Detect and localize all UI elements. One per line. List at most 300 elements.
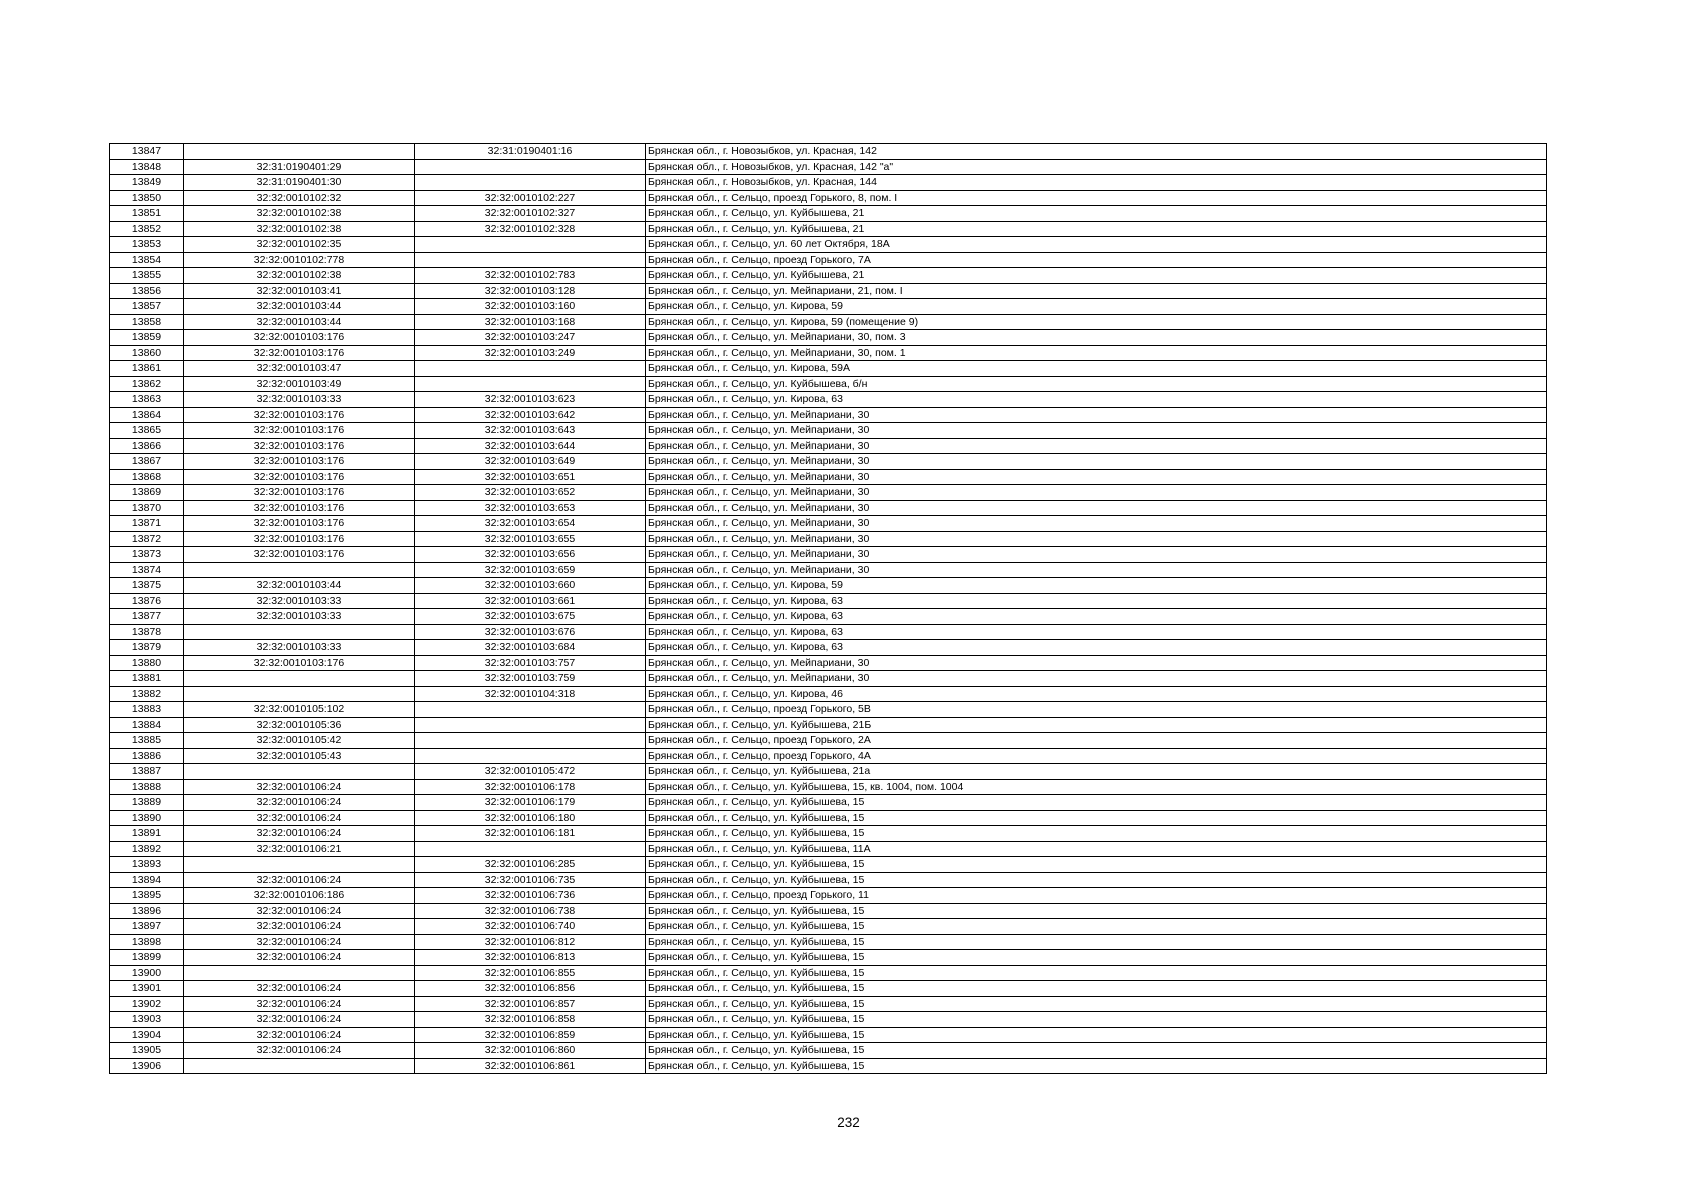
address-cell: Брянская обл., г. Сельцо, ул. Мейпариани, 30: [646, 547, 1547, 563]
row-number-cell: 13859: [110, 330, 184, 346]
table-row: [110, 810, 1547, 826]
object-cadastral-number-cell: [415, 841, 646, 857]
row-number-cell: 13870: [110, 500, 184, 516]
table-row: [110, 1058, 1547, 1074]
address-cell: Брянская обл., г. Сельцо, ул. Кирова, 63: [646, 609, 1547, 625]
row-number-cell: 13886: [110, 748, 184, 764]
address-cell: Брянская обл., г. Сельцо, ул. Мейпариани, 30: [646, 531, 1547, 547]
row-number-cell: 13888: [110, 779, 184, 795]
address-cell: Брянская обл., г. Новозыбков, ул. Красная, 142: [646, 144, 1547, 160]
object-cadastral-number-cell: 32:32:0010103:659: [415, 562, 646, 578]
table-row: [110, 562, 1547, 578]
address-cell: Брянская обл., г. Сельцо, ул. Куйбышева, 21: [646, 206, 1547, 222]
land-cadastral-number-cell: 32:32:0010103:176: [184, 531, 415, 547]
table-row: [110, 547, 1547, 563]
row-number-cell: 13897: [110, 919, 184, 935]
address-cell: Брянская обл., г. Сельцо, ул. Кирова, 59 (помещение 9): [646, 314, 1547, 330]
table-row: [110, 593, 1547, 609]
object-cadastral-number-cell: 32:32:0010103:655: [415, 531, 646, 547]
object-cadastral-number-cell: [415, 717, 646, 733]
object-cadastral-number-cell: 32:32:0010106:740: [415, 919, 646, 935]
table-row: [110, 190, 1547, 206]
address-cell: Брянская обл., г. Сельцо, ул. Куйбышева, 15: [646, 1058, 1547, 1074]
land-cadastral-number-cell: 32:32:0010106:24: [184, 872, 415, 888]
row-number-cell: 13887: [110, 764, 184, 780]
row-number-cell: 13892: [110, 841, 184, 857]
land-cadastral-number-cell: 32:32:0010105:102: [184, 702, 415, 718]
page-number: 232: [837, 1115, 860, 1130]
row-number-cell: 13855: [110, 268, 184, 284]
table-row: [110, 392, 1547, 408]
object-cadastral-number-cell: 32:32:0010102:328: [415, 221, 646, 237]
address-cell: Брянская обл., г. Сельцо, ул. Куйбышева, 15: [646, 996, 1547, 1012]
row-number-cell: 13890: [110, 810, 184, 826]
land-cadastral-number-cell: 32:32:0010103:49: [184, 376, 415, 392]
land-cadastral-number-cell: 32:32:0010103:33: [184, 609, 415, 625]
address-cell: Брянская обл., г. Сельцо, ул. Куйбышева, 15: [646, 950, 1547, 966]
land-cadastral-number-cell: 32:32:0010106:24: [184, 950, 415, 966]
land-cadastral-number-cell: 32:32:0010102:778: [184, 252, 415, 268]
object-cadastral-number-cell: 32:32:0010106:181: [415, 826, 646, 842]
table-row: [110, 159, 1547, 175]
land-cadastral-number-cell: 32:32:0010103:176: [184, 547, 415, 563]
object-cadastral-number-cell: 32:32:0010106:812: [415, 934, 646, 950]
table-row: [110, 609, 1547, 625]
address-cell: Брянская обл., г. Сельцо, ул. Куйбышева, 21Б: [646, 717, 1547, 733]
address-cell: Брянская обл., г. Сельцо, ул. Куйбышева, 15: [646, 903, 1547, 919]
table-row: [110, 640, 1547, 656]
address-cell: Брянская обл., г. Сельцо, ул. Куйбышева, 21а: [646, 764, 1547, 780]
object-cadastral-number-cell: 32:32:0010103:759: [415, 671, 646, 687]
land-cadastral-number-cell: 32:32:0010106:24: [184, 996, 415, 1012]
object-cadastral-number-cell: [415, 252, 646, 268]
land-cadastral-number-cell: 32:32:0010105:43: [184, 748, 415, 764]
table-row: [110, 996, 1547, 1012]
address-cell: Брянская обл., г. Сельцо, проезд Горького, 4А: [646, 748, 1547, 764]
address-cell: Брянская обл., г. Сельцо, ул. Кирова, 46: [646, 686, 1547, 702]
object-cadastral-number-cell: 32:32:0010103:128: [415, 283, 646, 299]
table-row: [110, 655, 1547, 671]
object-cadastral-number-cell: 32:32:0010104:318: [415, 686, 646, 702]
object-cadastral-number-cell: 32:32:0010103:684: [415, 640, 646, 656]
row-number-cell: 13858: [110, 314, 184, 330]
row-number-cell: 13864: [110, 407, 184, 423]
row-number-cell: 13880: [110, 655, 184, 671]
object-cadastral-number-cell: 32:32:0010103:249: [415, 345, 646, 361]
land-cadastral-number-cell: 32:31:0190401:30: [184, 175, 415, 191]
address-cell: Брянская обл., г. Сельцо, ул. Куйбышева, 21: [646, 221, 1547, 237]
table-row: [110, 407, 1547, 423]
row-number-cell: 13900: [110, 965, 184, 981]
row-number-cell: 13860: [110, 345, 184, 361]
row-number-cell: 13891: [110, 826, 184, 842]
row-number-cell: 13875: [110, 578, 184, 594]
row-number-cell: 13874: [110, 562, 184, 578]
object-cadastral-number-cell: [415, 361, 646, 377]
object-cadastral-number-cell: [415, 237, 646, 253]
land-cadastral-number-cell: 32:32:0010103:176: [184, 485, 415, 501]
land-cadastral-number-cell: [184, 144, 415, 160]
row-number-cell: 13863: [110, 392, 184, 408]
object-cadastral-number-cell: 32:32:0010103:676: [415, 624, 646, 640]
object-cadastral-number-cell: [415, 733, 646, 749]
row-number-cell: 13852: [110, 221, 184, 237]
land-cadastral-number-cell: 32:32:0010105:42: [184, 733, 415, 749]
row-number-cell: 13884: [110, 717, 184, 733]
object-cadastral-number-cell: 32:32:0010105:472: [415, 764, 646, 780]
row-number-cell: 13896: [110, 903, 184, 919]
object-cadastral-number-cell: 32:32:0010103:168: [415, 314, 646, 330]
address-cell: Брянская обл., г. Сельцо, ул. Мейпариани, 21, пом. I: [646, 283, 1547, 299]
table-row: [110, 779, 1547, 795]
row-number-cell: 13902: [110, 996, 184, 1012]
row-number-cell: 13901: [110, 981, 184, 997]
land-cadastral-number-cell: 32:32:0010102:38: [184, 268, 415, 284]
address-cell: Брянская обл., г. Сельцо, ул. Кирова, 63: [646, 593, 1547, 609]
object-cadastral-number-cell: [415, 748, 646, 764]
table-row: [110, 686, 1547, 702]
row-number-cell: 13871: [110, 516, 184, 532]
address-cell: Брянская обл., г. Сельцо, ул. Мейпариани, 30, пом. 1: [646, 345, 1547, 361]
land-cadastral-number-cell: 32:32:0010106:24: [184, 903, 415, 919]
row-number-cell: 13861: [110, 361, 184, 377]
table-row: [110, 423, 1547, 439]
address-cell: Брянская обл., г. Сельцо, ул. Кирова, 59: [646, 299, 1547, 315]
table-row: [110, 237, 1547, 253]
land-cadastral-number-cell: [184, 624, 415, 640]
land-cadastral-number-cell: 32:31:0190401:29: [184, 159, 415, 175]
row-number-cell: 13856: [110, 283, 184, 299]
land-cadastral-number-cell: [184, 764, 415, 780]
row-number-cell: 13882: [110, 686, 184, 702]
object-cadastral-number-cell: 32:32:0010106:179: [415, 795, 646, 811]
row-number-cell: 13885: [110, 733, 184, 749]
object-cadastral-number-cell: 32:32:0010102:227: [415, 190, 646, 206]
object-cadastral-number-cell: 32:32:0010103:247: [415, 330, 646, 346]
land-cadastral-number-cell: 32:32:0010106:21: [184, 841, 415, 857]
land-cadastral-number-cell: 32:32:0010106:24: [184, 795, 415, 811]
object-cadastral-number-cell: [415, 159, 646, 175]
address-cell: Брянская обл., г. Сельцо, ул. Кирова, 63: [646, 624, 1547, 640]
address-cell: Брянская обл., г. Сельцо, ул. Куйбышева, 15: [646, 965, 1547, 981]
land-cadastral-number-cell: 32:32:0010106:24: [184, 1012, 415, 1028]
table-row: [110, 1027, 1547, 1043]
object-cadastral-number-cell: 32:32:0010103:652: [415, 485, 646, 501]
object-cadastral-number-cell: 32:32:0010103:656: [415, 547, 646, 563]
object-cadastral-number-cell: 32:32:0010103:644: [415, 438, 646, 454]
object-cadastral-number-cell: 32:32:0010106:813: [415, 950, 646, 966]
object-cadastral-number-cell: 32:32:0010106:857: [415, 996, 646, 1012]
row-number-cell: 13866: [110, 438, 184, 454]
land-cadastral-number-cell: 32:32:0010103:176: [184, 469, 415, 485]
row-number-cell: 13872: [110, 531, 184, 547]
table-row: [110, 578, 1547, 594]
table-row: [110, 299, 1547, 315]
land-cadastral-number-cell: 32:32:0010103:176: [184, 345, 415, 361]
row-number-cell: 13898: [110, 934, 184, 950]
row-number-cell: 13849: [110, 175, 184, 191]
land-cadastral-number-cell: [184, 857, 415, 873]
row-number-cell: 13847: [110, 144, 184, 160]
land-cadastral-number-cell: 32:32:0010102:32: [184, 190, 415, 206]
object-cadastral-number-cell: [415, 175, 646, 191]
registry-table: [109, 143, 1547, 1074]
table-row: [110, 624, 1547, 640]
land-cadastral-number-cell: 32:32:0010103:33: [184, 593, 415, 609]
land-cadastral-number-cell: 32:32:0010103:44: [184, 314, 415, 330]
table-row: [110, 345, 1547, 361]
object-cadastral-number-cell: 32:32:0010102:783: [415, 268, 646, 284]
object-cadastral-number-cell: 32:32:0010106:180: [415, 810, 646, 826]
row-number-cell: 13883: [110, 702, 184, 718]
address-cell: Брянская обл., г. Новозыбков, ул. Красная, 142 "а": [646, 159, 1547, 175]
land-cadastral-number-cell: 32:32:0010105:36: [184, 717, 415, 733]
row-number-cell: 13873: [110, 547, 184, 563]
land-cadastral-number-cell: 32:32:0010103:176: [184, 438, 415, 454]
address-cell: Брянская обл., г. Сельцо, ул. Куйбышева, 15: [646, 857, 1547, 873]
object-cadastral-number-cell: [415, 376, 646, 392]
address-cell: Брянская обл., г. Сельцо, ул. Мейпариани, 30: [646, 469, 1547, 485]
land-cadastral-number-cell: 32:32:0010103:176: [184, 330, 415, 346]
object-cadastral-number-cell: 32:32:0010106:178: [415, 779, 646, 795]
row-number-cell: 13867: [110, 454, 184, 470]
address-cell: Брянская обл., г. Сельцо, ул. Куйбышева, 15: [646, 934, 1547, 950]
address-cell: Брянская обл., г. Сельцо, проезд Горького, 2А: [646, 733, 1547, 749]
table-row: [110, 717, 1547, 733]
land-cadastral-number-cell: 32:32:0010103:44: [184, 578, 415, 594]
address-cell: Брянская обл., г. Сельцо, ул. Куйбышева, 15: [646, 795, 1547, 811]
table-row: [110, 841, 1547, 857]
address-cell: Брянская обл., г. Сельцо, ул. Мейпариани, 30: [646, 500, 1547, 516]
address-cell: Брянская обл., г. Сельцо, ул. Мейпариани, 30, пом. 3: [646, 330, 1547, 346]
land-cadastral-number-cell: 32:32:0010103:47: [184, 361, 415, 377]
land-cadastral-number-cell: 32:32:0010103:176: [184, 407, 415, 423]
address-cell: Брянская обл., г. Сельцо, ул. Мейпариани, 30: [646, 438, 1547, 454]
object-cadastral-number-cell: 32:32:0010103:649: [415, 454, 646, 470]
table-row: [110, 283, 1547, 299]
object-cadastral-number-cell: 32:32:0010106:859: [415, 1027, 646, 1043]
land-cadastral-number-cell: 32:32:0010106:24: [184, 934, 415, 950]
row-number-cell: 13851: [110, 206, 184, 222]
land-cadastral-number-cell: [184, 562, 415, 578]
address-cell: Брянская обл., г. Сельцо, ул. Куйбышева, 15: [646, 981, 1547, 997]
land-cadastral-number-cell: [184, 1058, 415, 1074]
table-row: [110, 314, 1547, 330]
table-row: [110, 950, 1547, 966]
land-cadastral-number-cell: 32:32:0010106:24: [184, 1027, 415, 1043]
object-cadastral-number-cell: 32:32:0010106:738: [415, 903, 646, 919]
table-row: [110, 221, 1547, 237]
address-cell: Брянская обл., г. Сельцо, проезд Горького, 5В: [646, 702, 1547, 718]
address-cell: Брянская обл., г. Сельцо, ул. Куйбышева, 15: [646, 810, 1547, 826]
address-cell: Брянская обл., г. Сельцо, ул. 60 лет Октября, 18А: [646, 237, 1547, 253]
land-cadastral-number-cell: 32:32:0010106:24: [184, 826, 415, 842]
address-cell: Брянская обл., г. Сельцо, ул. Мейпариани, 30: [646, 562, 1547, 578]
land-cadastral-number-cell: 32:32:0010103:176: [184, 516, 415, 532]
row-number-cell: 13869: [110, 485, 184, 501]
row-number-cell: 13894: [110, 872, 184, 888]
table-row: [110, 764, 1547, 780]
row-number-cell: 13903: [110, 1012, 184, 1028]
table-row: [110, 438, 1547, 454]
row-number-cell: 13862: [110, 376, 184, 392]
land-cadastral-number-cell: 32:32:0010106:24: [184, 919, 415, 935]
object-cadastral-number-cell: [415, 702, 646, 718]
land-cadastral-number-cell: 32:32:0010106:24: [184, 779, 415, 795]
object-cadastral-number-cell: 32:32:0010106:860: [415, 1043, 646, 1059]
table-row: [110, 981, 1547, 997]
address-cell: Брянская обл., г. Сельцо, ул. Мейпариани, 30: [646, 423, 1547, 439]
address-cell: Брянская обл., г. Сельцо, ул. Куйбышева, 11А: [646, 841, 1547, 857]
object-cadastral-number-cell: 32:32:0010106:285: [415, 857, 646, 873]
row-number-cell: 13850: [110, 190, 184, 206]
table-row: [110, 888, 1547, 904]
row-number-cell: 13906: [110, 1058, 184, 1074]
table-row: [110, 857, 1547, 873]
row-number-cell: 13895: [110, 888, 184, 904]
table-row: [110, 872, 1547, 888]
table-row: [110, 175, 1547, 191]
address-cell: Брянская обл., г. Сельцо, ул. Куйбышева, 15: [646, 1027, 1547, 1043]
land-cadastral-number-cell: [184, 686, 415, 702]
object-cadastral-number-cell: 32:32:0010106:735: [415, 872, 646, 888]
row-number-cell: 13899: [110, 950, 184, 966]
address-cell: Брянская обл., г. Сельцо, ул. Мейпариани, 30: [646, 516, 1547, 532]
table-row: [110, 206, 1547, 222]
table-row: [110, 702, 1547, 718]
land-cadastral-number-cell: 32:32:0010106:24: [184, 1043, 415, 1059]
row-number-cell: 13865: [110, 423, 184, 439]
land-cadastral-number-cell: 32:32:0010103:41: [184, 283, 415, 299]
land-cadastral-number-cell: 32:32:0010103:176: [184, 655, 415, 671]
land-cadastral-number-cell: 32:32:0010103:176: [184, 454, 415, 470]
table-row: [110, 268, 1547, 284]
address-cell: Брянская обл., г. Сельцо, ул. Кирова, 59А: [646, 361, 1547, 377]
address-cell: Брянская обл., г. Сельцо, ул. Кирова, 59: [646, 578, 1547, 594]
land-cadastral-number-cell: 32:32:0010102:35: [184, 237, 415, 253]
table-row: [110, 965, 1547, 981]
land-cadastral-number-cell: [184, 671, 415, 687]
address-cell: Брянская обл., г. Сельцо, проезд Горького, 11: [646, 888, 1547, 904]
table-row: [110, 330, 1547, 346]
address-cell: Брянская обл., г. Сельцо, ул. Куйбышева, б/н: [646, 376, 1547, 392]
object-cadastral-number-cell: 32:32:0010106:861: [415, 1058, 646, 1074]
land-cadastral-number-cell: 32:32:0010103:176: [184, 423, 415, 439]
row-number-cell: 13876: [110, 593, 184, 609]
row-number-cell: 13878: [110, 624, 184, 640]
object-cadastral-number-cell: 32:32:0010106:736: [415, 888, 646, 904]
table-row: [110, 748, 1547, 764]
table-row: [110, 531, 1547, 547]
object-cadastral-number-cell: 32:32:0010106:856: [415, 981, 646, 997]
table-row: [110, 469, 1547, 485]
object-cadastral-number-cell: 32:32:0010103:160: [415, 299, 646, 315]
table-row: [110, 516, 1547, 532]
object-cadastral-number-cell: 32:32:0010103:653: [415, 500, 646, 516]
land-cadastral-number-cell: 32:32:0010102:38: [184, 206, 415, 222]
land-cadastral-number-cell: 32:32:0010103:44: [184, 299, 415, 315]
table-row: [110, 1012, 1547, 1028]
table-row: [110, 485, 1547, 501]
row-number-cell: 13857: [110, 299, 184, 315]
address-cell: Брянская обл., г. Сельцо, ул. Куйбышева, 15: [646, 1012, 1547, 1028]
address-cell: Брянская обл., г. Сельцо, проезд Горького, 7А: [646, 252, 1547, 268]
address-cell: Брянская обл., г. Сельцо, проезд Горького, 8, пом. I: [646, 190, 1547, 206]
row-number-cell: 13905: [110, 1043, 184, 1059]
address-cell: Брянская обл., г. Сельцо, ул. Куйбышева, 15: [646, 919, 1547, 935]
address-cell: Брянская обл., г. Сельцо, ул. Куйбышева, 15: [646, 872, 1547, 888]
row-number-cell: 13879: [110, 640, 184, 656]
address-cell: Брянская обл., г. Сельцо, ул. Мейпариани, 30: [646, 655, 1547, 671]
table-row: [110, 144, 1547, 160]
address-cell: Брянская обл., г. Сельцо, ул. Мейпариани, 30: [646, 485, 1547, 501]
land-cadastral-number-cell: 32:32:0010106:24: [184, 810, 415, 826]
object-cadastral-number-cell: 32:32:0010103:642: [415, 407, 646, 423]
address-cell: Брянская обл., г. Сельцо, ул. Кирова, 63: [646, 640, 1547, 656]
object-cadastral-number-cell: 32:32:0010103:660: [415, 578, 646, 594]
table-row: [110, 795, 1547, 811]
address-cell: Брянская обл., г. Сельцо, ул. Куйбышева, 15: [646, 1043, 1547, 1059]
row-number-cell: 13893: [110, 857, 184, 873]
row-number-cell: 13877: [110, 609, 184, 625]
table-row: [110, 252, 1547, 268]
row-number-cell: 13889: [110, 795, 184, 811]
table-row: [110, 934, 1547, 950]
table-row: [110, 361, 1547, 377]
land-cadastral-number-cell: 32:32:0010103:176: [184, 500, 415, 516]
address-cell: Брянская обл., г. Сельцо, ул. Мейпариани, 30: [646, 671, 1547, 687]
table-row: [110, 919, 1547, 935]
address-cell: Брянская обл., г. Сельцо, ул. Куйбышева, 15: [646, 826, 1547, 842]
table-row: [110, 454, 1547, 470]
address-cell: Брянская обл., г. Сельцо, ул. Мейпариани, 30: [646, 407, 1547, 423]
land-cadastral-number-cell: 32:32:0010103:33: [184, 640, 415, 656]
registry-table-body: [110, 144, 1547, 1074]
object-cadastral-number-cell: 32:31:0190401:16: [415, 144, 646, 160]
row-number-cell: 13868: [110, 469, 184, 485]
land-cadastral-number-cell: 32:32:0010102:38: [184, 221, 415, 237]
object-cadastral-number-cell: 32:32:0010103:651: [415, 469, 646, 485]
address-cell: Брянская обл., г. Новозыбков, ул. Красная, 144: [646, 175, 1547, 191]
object-cadastral-number-cell: 32:32:0010103:675: [415, 609, 646, 625]
address-cell: Брянская обл., г. Сельцо, ул. Куйбышева, 21: [646, 268, 1547, 284]
object-cadastral-number-cell: 32:32:0010106:858: [415, 1012, 646, 1028]
table-row: [110, 500, 1547, 516]
object-cadastral-number-cell: 32:32:0010103:623: [415, 392, 646, 408]
row-number-cell: 13854: [110, 252, 184, 268]
table-row: [110, 1043, 1547, 1059]
object-cadastral-number-cell: 32:32:0010103:757: [415, 655, 646, 671]
land-cadastral-number-cell: 32:32:0010106:24: [184, 981, 415, 997]
object-cadastral-number-cell: 32:32:0010102:327: [415, 206, 646, 222]
row-number-cell: 13848: [110, 159, 184, 175]
land-cadastral-number-cell: 32:32:0010103:33: [184, 392, 415, 408]
table-row: [110, 733, 1547, 749]
address-cell: Брянская обл., г. Сельцо, ул. Куйбышева, 15, кв. 1004, пом. 1004: [646, 779, 1547, 795]
row-number-cell: 13904: [110, 1027, 184, 1043]
address-cell: Брянская обл., г. Сельцо, ул. Кирова, 63: [646, 392, 1547, 408]
address-cell: Брянская обл., г. Сельцо, ул. Мейпариани, 30: [646, 454, 1547, 470]
object-cadastral-number-cell: 32:32:0010103:661: [415, 593, 646, 609]
table-row: [110, 826, 1547, 842]
object-cadastral-number-cell: 32:32:0010106:855: [415, 965, 646, 981]
row-number-cell: 13881: [110, 671, 184, 687]
table-row: [110, 903, 1547, 919]
row-number-cell: 13853: [110, 237, 184, 253]
table-row: [110, 671, 1547, 687]
land-cadastral-number-cell: [184, 965, 415, 981]
object-cadastral-number-cell: 32:32:0010103:654: [415, 516, 646, 532]
